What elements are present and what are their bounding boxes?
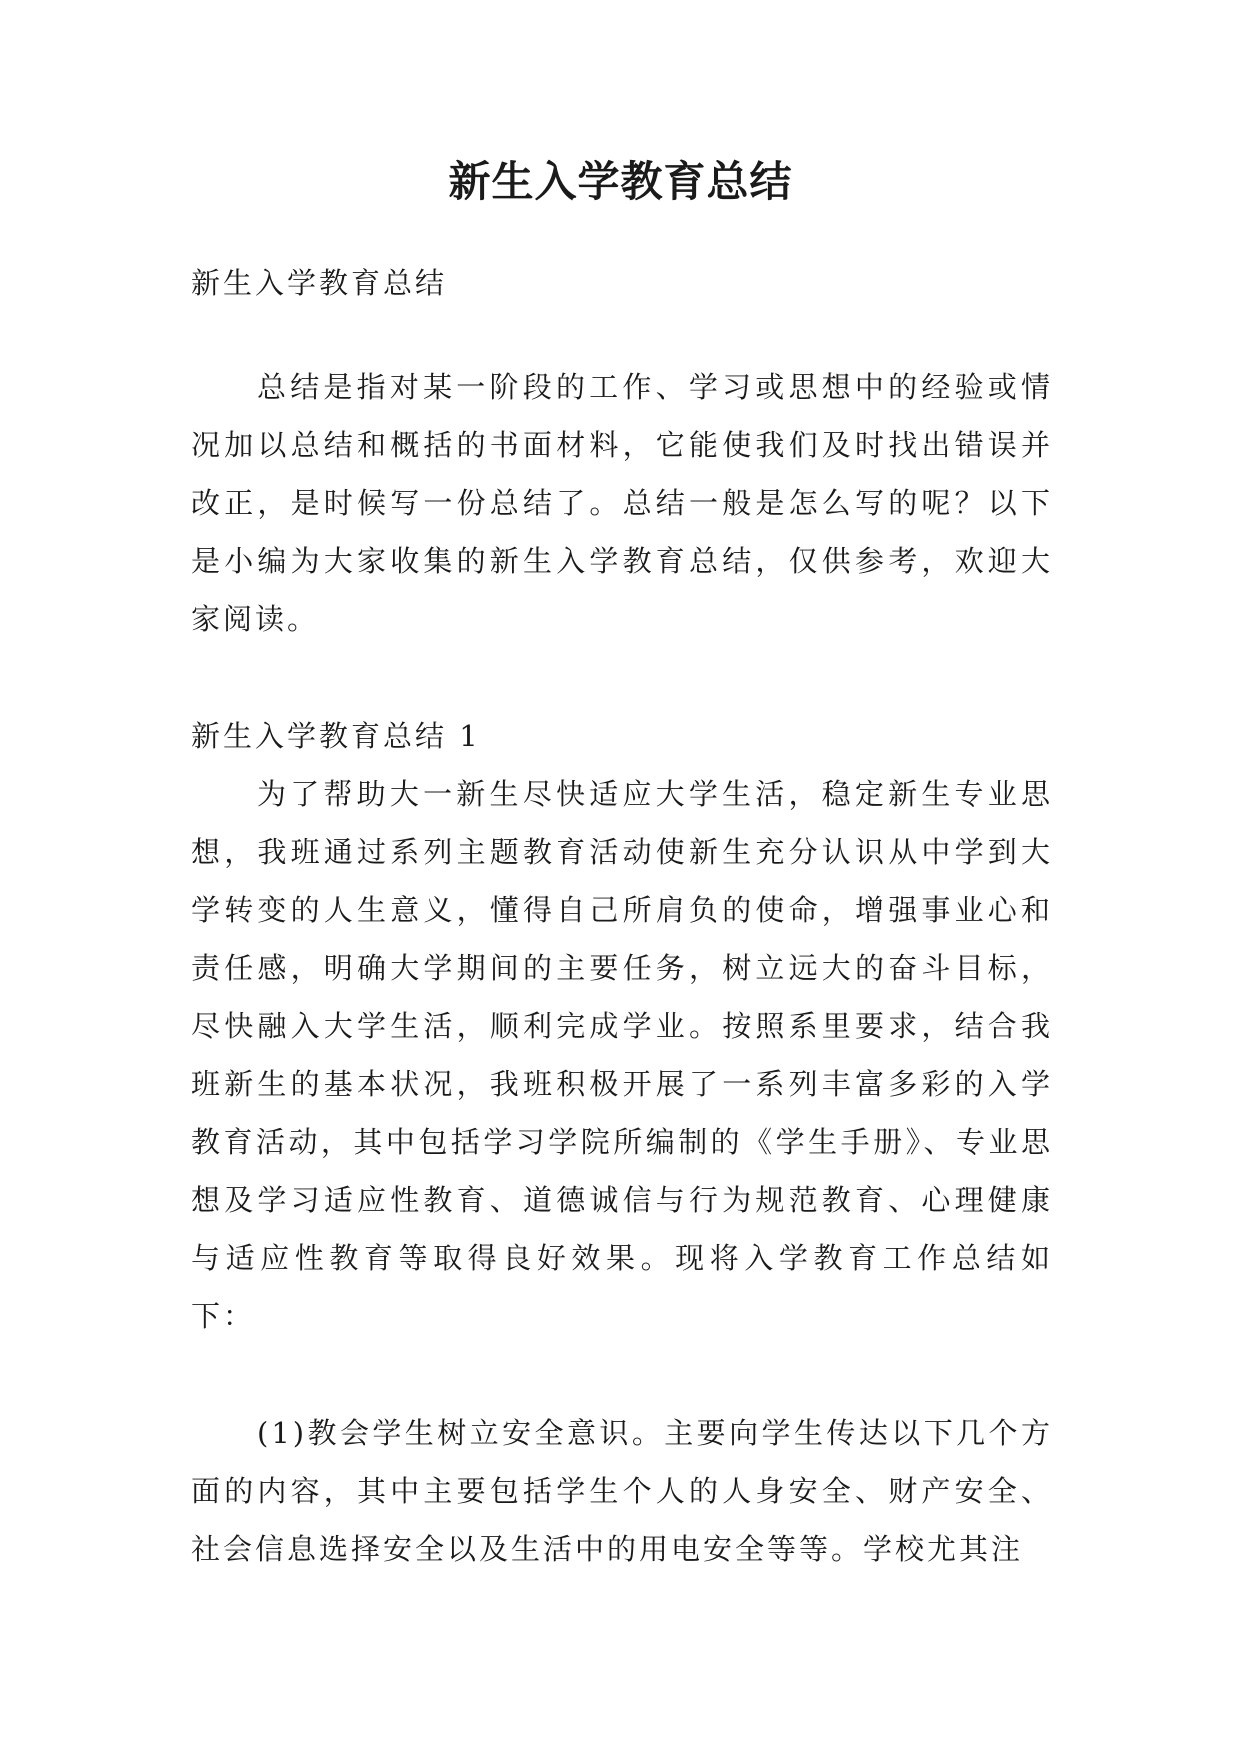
list-item-1: (1)教会学生树立安全意识。主要向学生传达以下几个方面的内容，其中主要包括学生个人的人身安全、财产安全、社会信息选择安全以及生活中的用电安全等等。学校尤其注 (191, 1416, 1053, 1566)
section-heading-1: 新生入学教育总结 1 (191, 719, 481, 753)
intro-paragraph: 总结是指对某一阶段的工作、学习或思想中的经验或情况加以总结和概括的书面材料，它能使我们及时找出错误并改正，是时候写一份总结了。总结一般是怎么写的呢？以下是小编为大家收集的新生入学教育总结，仅供参考，欢迎大家阅读。 (191, 370, 1053, 636)
document-subtitle: 新生入学教育总结 (191, 266, 448, 300)
section-1-paragraph: 为了帮助大一新生尽快适应大学生活，稳定新生专业思想，我班通过系列主题教育活动使新生充分认识从中学到大学转变的人生意义，懂得自己所肩负的使命，增强事业心和责任感，明确大学期间的主要任务，树立远大的奋斗目标，尽快融入大学生活，顺利完成学业。按照系里要求，结合我班新生的基本状况，我班积极开展了一系列丰富多彩的入学教育活动，其中包括学习学院所编制的《学生手册》、专业思想及学习适应性教育、道德诚信与行为规范教育、心理健康与适应性教育等取得良好效果。现将入学教育工作总结如下： (191, 777, 1053, 1333)
document-title: 新生入学教育总结 (448, 157, 793, 206)
